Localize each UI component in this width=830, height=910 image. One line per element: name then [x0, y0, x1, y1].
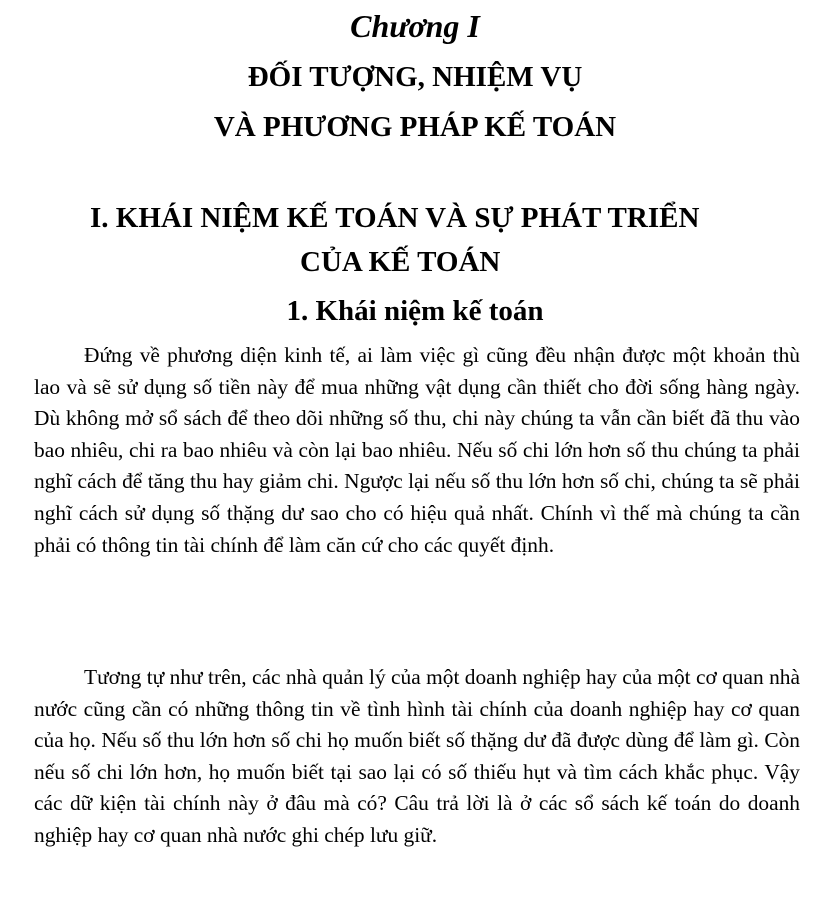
- chapter-title-line-2: VÀ PHƯƠNG PHÁP KẾ TOÁN: [213, 111, 617, 143]
- section-title-line-2: CỦA KẾ TOÁN: [300, 246, 501, 278]
- subsection-title: 1. Khái niệm kế toán: [286, 295, 544, 327]
- body-paragraph-1: Đứng về phương diện kinh tế, ai làm việc gì cũng đều nhận được một khoản thù lao và sẽ sử dụng số tiền này để mua những vật dụng cần thiết cho đời sống hàng ngày. Dù không mở sổ sách để theo dõi những số thu, chi này chúng ta vẫn cần biết đã thu vào bao nhiêu, chi ra bao nhiêu và còn lại bao nhiêu. Nếu số chi lớn hơn số thu chúng ta phải nghĩ cách để tăng thu hay giảm chi. Ngược lại nếu số thu lớn hơn số chi, chúng ta sẽ phải nghĩ cách sử dụng số thặng dư sao cho có hiệu quả nhất. Chính vì thế mà chúng ta cần phải có thông tin tài chính để làm căn cứ cho các quyết định.: [34, 343, 800, 557]
- chapter-label: Chương I: [350, 8, 480, 44]
- chapter-title-line-1: ĐỐI TƯỢNG, NHIỆM VỤ: [247, 61, 583, 93]
- body-paragraph-2: Tương tự như trên, các nhà quản lý của một doanh nghiệp hay của một cơ quan nhà nước cũng cần có những thông tin về tình hình tài chính của doanh nghiệp hay cơ quan của họ. Nếu số thu lớn hơn số chi họ muốn biết số thặng dư đã được dùng để làm gì. Còn nếu số chi lớn hơn, họ muốn biết tại sao lại có số thiếu hụt và tìm cách khắc phục. Vậy các dữ kiện tài chính này ở đâu mà có? Câu trả lời là ở các sổ sách kế toán do doanh nghiệp hay cơ quan nhà nước ghi chép lưu giữ.: [34, 665, 800, 847]
- section-title-line-1: I. KHÁI NIỆM KẾ TOÁN VÀ SỰ PHÁT TRIỂN: [90, 202, 700, 234]
